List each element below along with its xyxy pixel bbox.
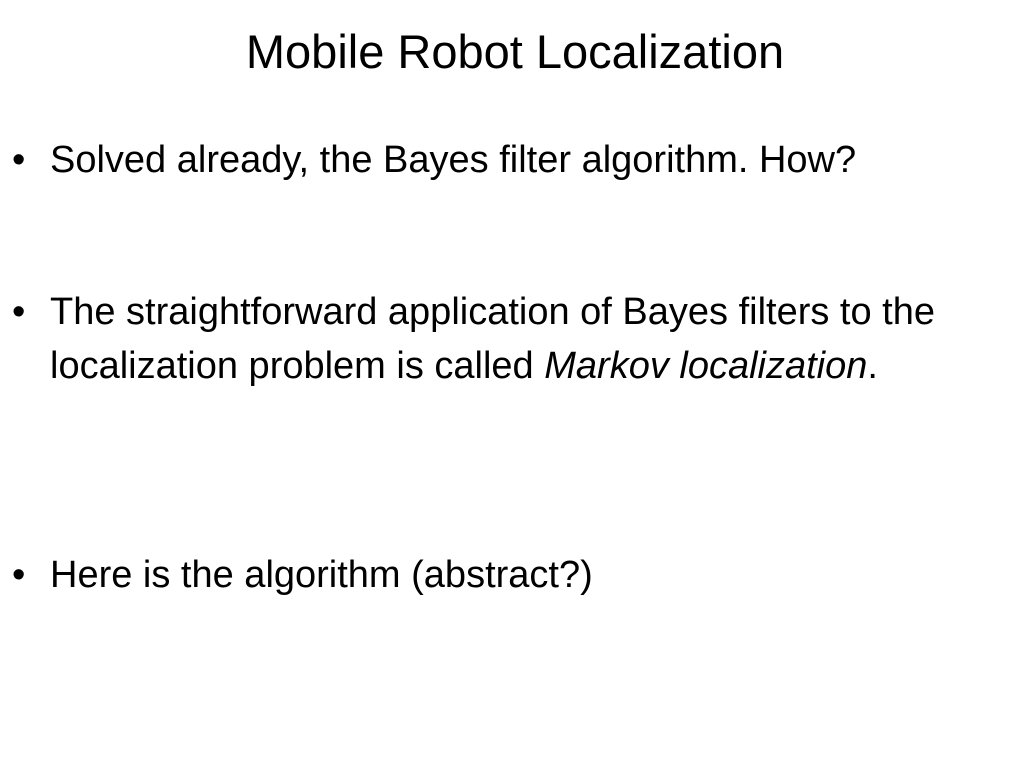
bullet-text-end: . [867,345,878,387]
bullet-emphasis: Markov localization [544,345,868,387]
slide-title: Mobile Robot Localization [245,25,785,78]
bullet-text [50,285,1010,393]
bullet-marker: • [12,139,26,181]
bullet-marker: • [12,291,26,333]
bullet-text: Solved already, the Bayes filter algorithm. How? [50,139,857,181]
bullet-text: Here is the algorithm (abstract?) [50,554,593,596]
bullet-marker: • [12,554,26,596]
bullet-text-plain: The straightforward application of Bayes filters to the localization problem is called [50,291,936,387]
